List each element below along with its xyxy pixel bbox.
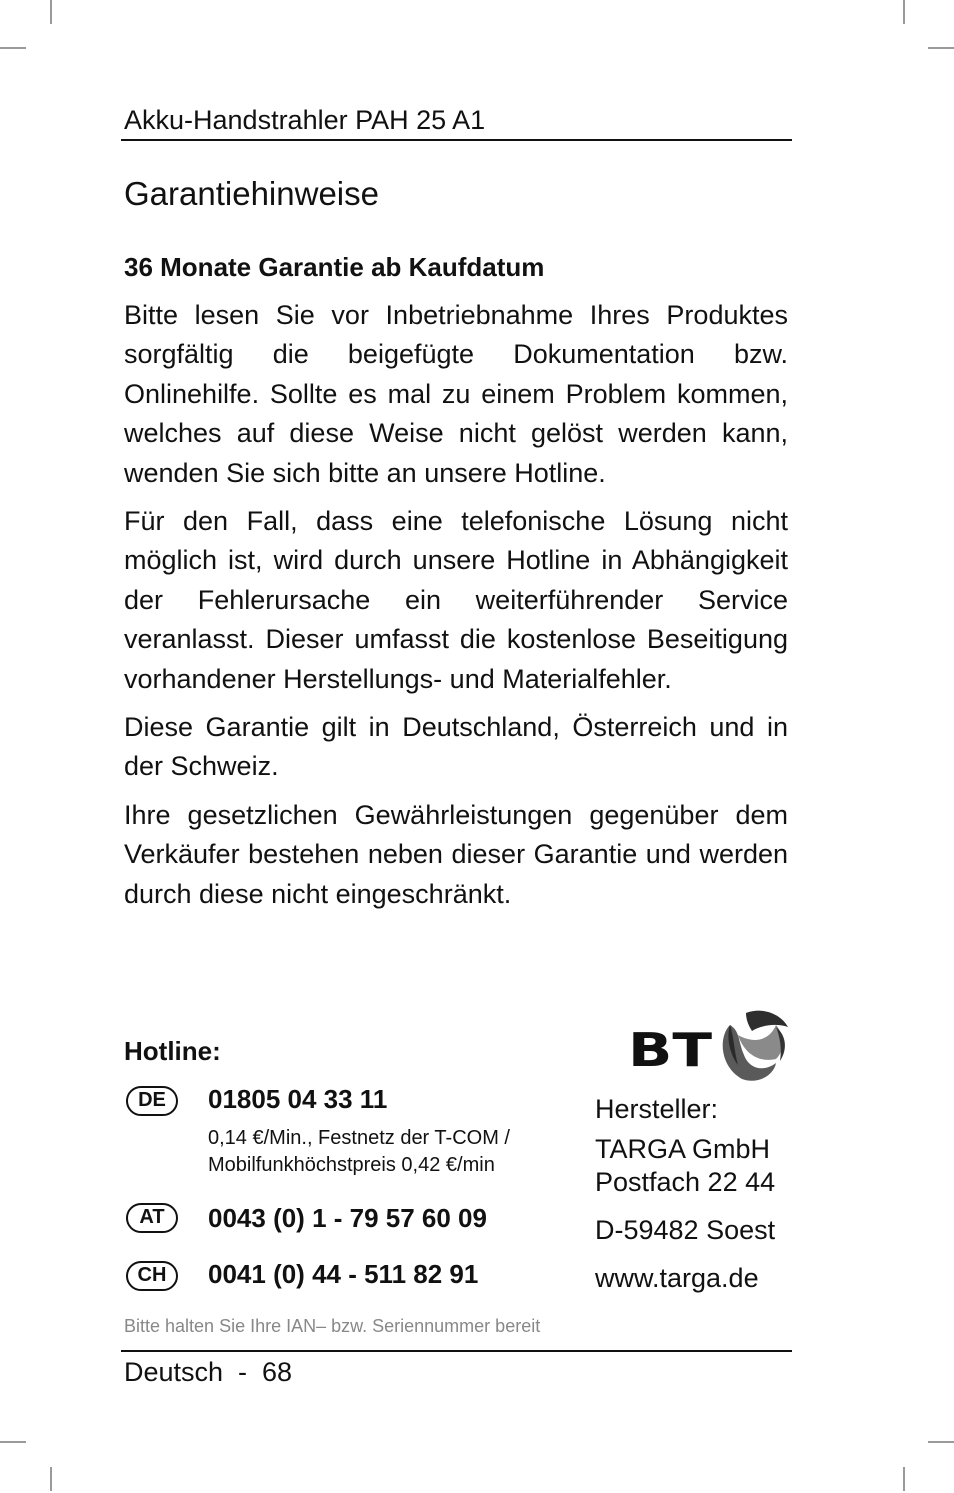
section-title: Garantiehinweise (124, 175, 379, 212)
phone-rate-note (208, 1125, 510, 1179)
paragraph: Diese Garantie gilt in Deutschland, Österreich und in der Schweiz. (124, 712, 788, 782)
crop-mark (928, 47, 954, 49)
running-header: Akku-Handstrahler PAH 25 A1 (124, 105, 486, 135)
manufacturer-city: D-59482 Soest (595, 1215, 776, 1245)
crop-mark (903, 1467, 905, 1491)
phone-rate-note-line: Mobilfunkhöchstpreis 0,42 €/min (208, 1154, 495, 1176)
bt-logo-text: BT (628, 1023, 713, 1077)
manufacturer-name: TARGA GmbH (595, 1134, 771, 1164)
header-rule (121, 139, 792, 141)
body-text (124, 296, 788, 923)
section-subtitle: 36 Monate Garantie ab Kaufdatum (124, 252, 545, 282)
manufacturer-website[interactable]: www.targa.de (595, 1263, 759, 1293)
hotline-label: Hotline: (124, 1036, 221, 1066)
serial-number-note: Bitte halten Sie Ihre IAN– bzw. Seriennummer bereit (124, 1316, 541, 1336)
paragraph: Bitte lesen Sie vor Inbetriebnahme Ihres Produktes sorgfältig die beigefügte Dokumentation bzw. Onlinehilfe. Sollte es mal zu einem Problem kommen, welches auf diese Weise nicht gelöst werden kann, wenden Sie sich bitte an unsere Hotline. (124, 300, 788, 488)
paragraph: Für den Fall, dass eine telefonische Lösung nicht möglich ist, wird durch unsere Hotline in Abhängigkeit der Fehlerursache ein weiterführender Service veranlasst. Dieser umfasst die kostenlose Beseitigung vorhandener Herstellungs- und Materialfehler. (124, 506, 788, 694)
crop-mark (0, 1441, 26, 1443)
crop-mark (928, 1441, 954, 1443)
phone-number-at: 0043 (0) 1 - 79 57 60 09 (208, 1203, 487, 1233)
country-badge-de: DE (126, 1086, 178, 1116)
footer-rule (121, 1350, 792, 1352)
crop-mark (0, 47, 26, 49)
manufacturer-label: Hersteller: (595, 1094, 719, 1124)
country-badge-ch: CH (126, 1261, 178, 1291)
country-badge-at: AT (126, 1203, 178, 1233)
page-footer: Deutsch - 68 (124, 1357, 293, 1387)
manufacturer-po-box: Postfach 22 44 (595, 1167, 776, 1197)
crop-mark (50, 0, 52, 24)
phone-rate-note-line: 0,14 €/Min., Festnetz der T-COM / (208, 1127, 510, 1149)
crop-mark (50, 1467, 52, 1491)
bt-globe-icon (715, 1010, 788, 1081)
bt-logo (626, 1005, 790, 1083)
paragraph: Ihre gesetzlichen Gewährleistungen gegenüber dem Verkäufer bestehen neben dieser Garantie und werden durch diese nicht eingeschränkt. (124, 799, 788, 909)
phone-number-de: 01805 04 33 11 (208, 1084, 388, 1114)
crop-mark (903, 0, 905, 24)
phone-number-ch: 0041 (0) 44 - 511 82 91 (208, 1259, 479, 1289)
